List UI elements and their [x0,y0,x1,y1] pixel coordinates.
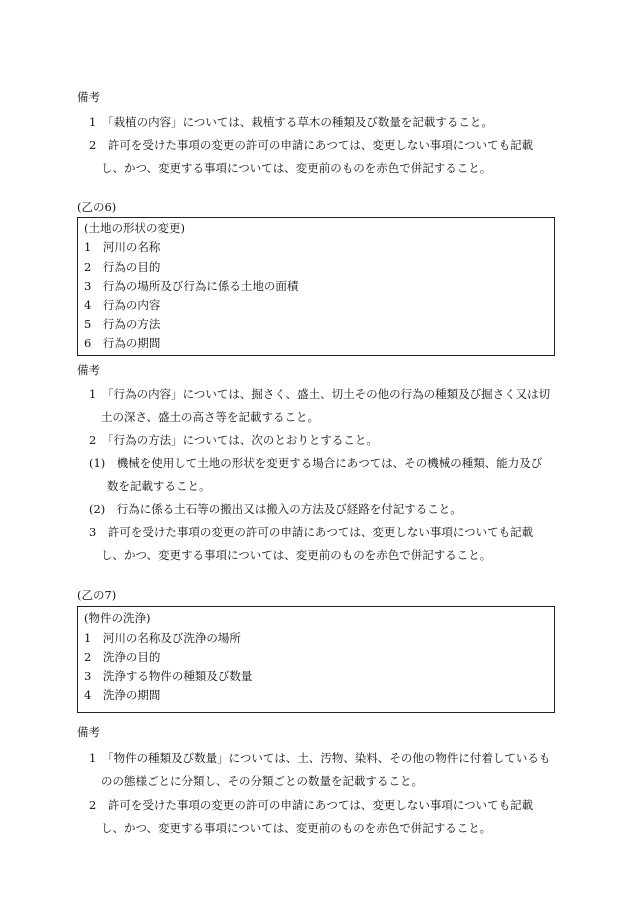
notes-heading: 備考 [77,725,100,739]
note-line: 2 許可を受けた事項の変更の許可の申請にあつては、変更しない事項についても記載 [89,798,534,812]
note-line: 3 許可を受けた事項の変更の許可の申請にあつては、変更しない事項についても記載 [89,525,534,539]
box-item: 1 河川の名称 [84,240,161,254]
note-line: し、かつ、変更する事項については、変更前のものを赤色で併記すること。 [101,821,492,835]
note-line: 2 許可を受けた事項の変更の許可の申請にあつては、変更しない事項についても記載 [89,138,534,152]
note-line: (2) 行為に係る土石等の搬出又は搬入の方法及び経路を付記すること。 [89,502,462,516]
note-line: (1) 機械を使用して土地の形状を変更する場合にあつては、その機械の種類、能力及び [89,456,543,470]
note-line: 1 「行為の内容」については、掘さく、盛土、切土その他の行為の種類及び掘さく又は切 [89,387,551,401]
notes-heading: 備考 [77,363,100,377]
box-item: 4 洗浄の期間 [84,688,161,702]
box-item: 3 洗浄する物件の種類及び数量 [84,669,253,683]
box-title: (土地の形状の変更) [84,221,185,235]
note-line: し、かつ、変更する事項については、変更前のものを赤色で併記すること。 [101,161,492,175]
form-box [77,606,555,713]
note-line: 1 「栽植の内容」については、栽植する草木の種類及び数量を記載すること。 [89,115,493,129]
section-label: (乙の6) [77,200,117,214]
box-item: 2 行為の目的 [84,260,161,274]
box-item: 6 行為の期間 [84,336,161,350]
note-line: のの態様ごとに分類し、その分類ごとの数量を記載すること。 [101,774,423,788]
note-line: 2 「行為の方法」については、次のとおりとすること。 [89,433,378,447]
box-title: (物件の洗浄) [84,611,151,625]
box-item: 5 行為の方法 [84,317,161,331]
box-item: 1 河川の名称及び洗浄の場所 [84,631,241,645]
box-item: 3 行為の場所及び行為に係る土地の面積 [84,279,299,293]
section-label: (乙の7) [77,588,117,602]
box-item: 2 洗浄の目的 [84,650,161,664]
note-line: 土の深さ、盛土の高さ等を記載すること。 [101,410,320,424]
note-line: 1 「物件の種類及び数量」については、土、汚物、染料、その他の物件に付着しているも [89,751,551,765]
note-line: 数を記載すること。 [107,479,211,493]
box-item: 4 行為の内容 [84,298,161,312]
note-line: し、かつ、変更する事項については、変更前のものを赤色で併記すること。 [101,548,492,562]
notes-heading: 備考 [77,90,100,104]
form-box [77,217,555,356]
